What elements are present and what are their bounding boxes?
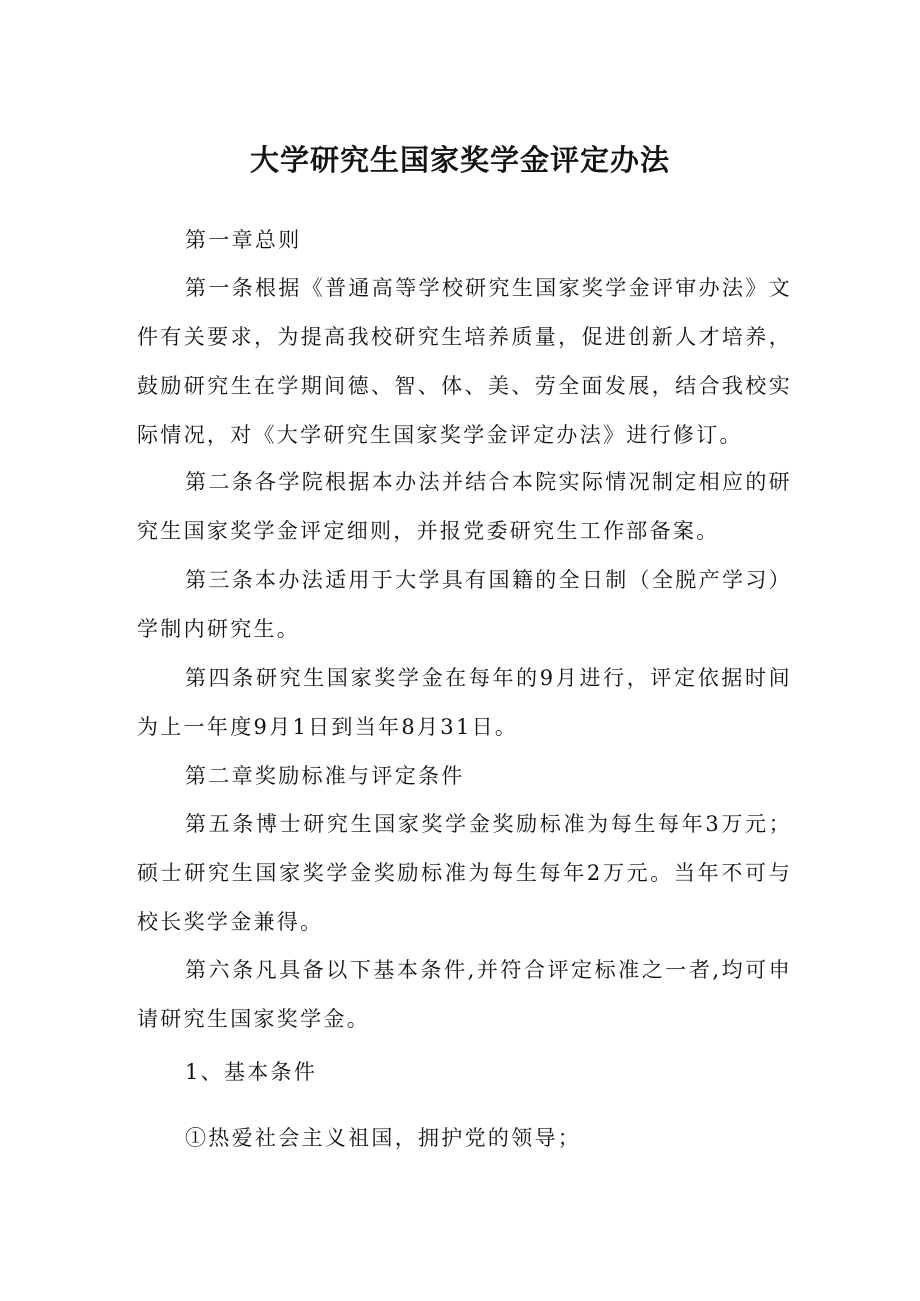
- condition-item-1: ①热爱社会主义祖国，拥护党的领导；: [185, 1126, 582, 1150]
- article-1: 第一条根据《普通高等学校研究生国家奖学金评审办法》文件有关要求，为提高我校研究生培养质量，促进创新人才培养，鼓励研究生在学期间德、智、体、美、劳全面发展，结合我校实际情况，对《大学研究生国家奖学金评定办法》进行修订。: [137, 276, 792, 447]
- chapter-2-heading: 第二章奖励标准与评定条件: [185, 764, 465, 788]
- article-5: 第五条博士研究生国家奖学金奖励标准为每生每年3万元；硕士研究生国家奖学金奖励标准为每生每年2万元。当年不可与校长奖学金兼得。: [137, 812, 792, 934]
- article-2: 第二条各学院根据本办法并结合本院实际情况制定相应的研究生国家奖学金评定细则，并报党委研究生工作部备案。: [137, 470, 792, 543]
- basic-conditions-heading: 1、基本条件: [185, 1060, 318, 1084]
- article-3: 第三条本办法适用于大学具有国籍的全日制（全脱产学习）学制内研究生。: [137, 568, 792, 641]
- chapter-1-heading: 第一章总则: [185, 228, 302, 252]
- document-title: 大学研究生国家奖学金评定办法: [249, 143, 670, 177]
- article-6: 第六条凡具备以下基本条件,并符合评定标准之一者,均可申请研究生国家奖学金。: [137, 958, 792, 1031]
- article-4: 第四条研究生国家奖学金在每年的9月进行，评定依据时间为上一年度9月1日到当年8月31日。: [137, 666, 792, 739]
